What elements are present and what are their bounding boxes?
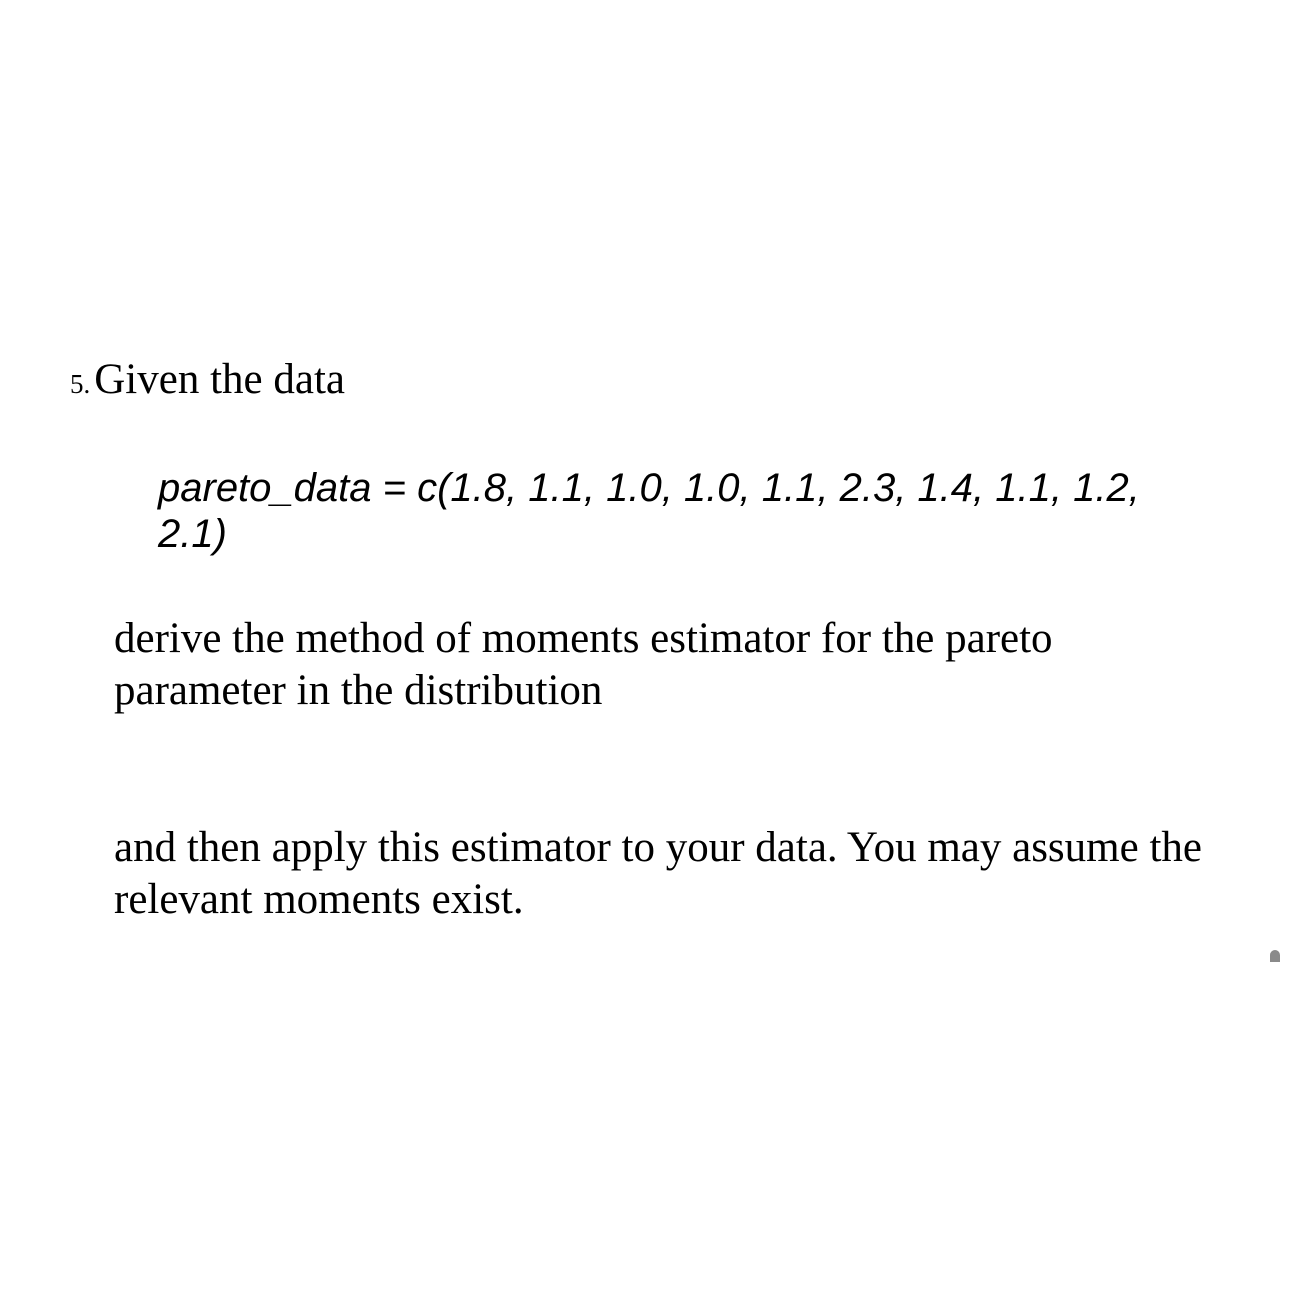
edge-mark (1270, 950, 1280, 962)
question-block (70, 358, 1220, 401)
question-number: 5. (70, 369, 91, 399)
question-heading (70, 358, 1220, 401)
derive-instruction: derive the method of moments estimator for the pareto parameter in the distribution (114, 615, 1053, 714)
apply-instruction: and then apply this estimator to your data. You may assume the relevant moments exist. (114, 824, 1202, 923)
question-intro: Given the data (94, 356, 345, 403)
data-code-line: pareto_data = c(1.8, 1.1, 1.0, 1.0, 1.1, 2.3, 1.4, 1.1, 1.2, 2.1) (158, 466, 1140, 556)
